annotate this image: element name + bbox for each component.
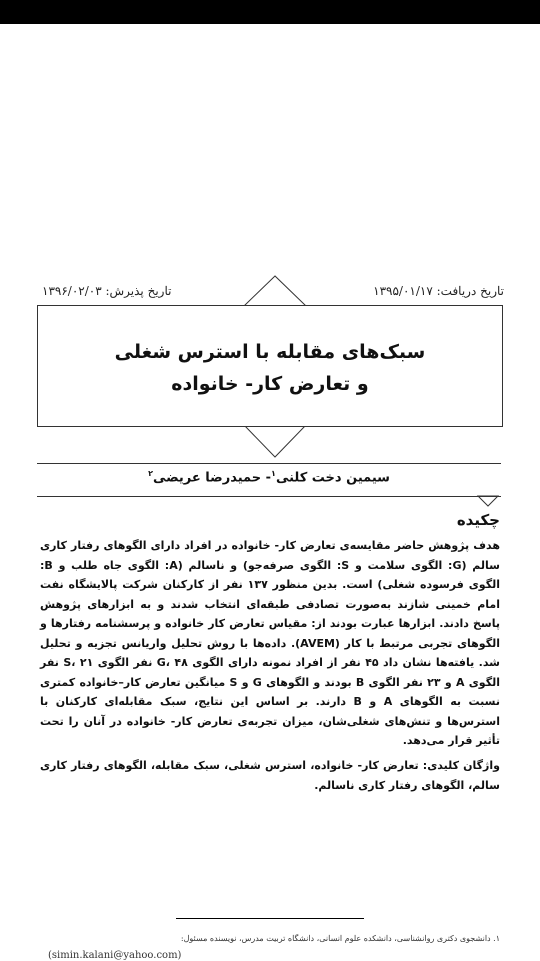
author-1-sup: ۱ (271, 469, 276, 478)
title-box (37, 305, 503, 427)
author-1: سیمین دخت کلنی (275, 470, 390, 486)
footnote-rule (176, 918, 364, 919)
author-2-sup: ۲ (148, 469, 153, 478)
paper-title (38, 336, 502, 400)
bottom-triangle-shape (244, 425, 306, 457)
authors-bottom-rule (37, 496, 501, 497)
author-email: (simin.kalani@yahoo.com) (48, 950, 182, 961)
keywords: واژگان کلیدی: تعارض کار- خانواده، استرس شغلی، سبک مقابله، الگوهای رفتار کاری سالم، الگوهای رفتار کاری ناسالم. (40, 759, 500, 792)
chevron-marker-shape (478, 496, 498, 506)
authors-line (37, 469, 501, 485)
abstract-body: هدف پژوهش حاضر مقایسه‌ی تعارض کار- خانواده در افراد دارای الگوهای رفتار کاری سالم (G: الگوی سلامت و S: الگوی صرفه‌جو) و ناسالم (A: الگوی جاه طلب و B: الگوی فرسوده شغلی) است. بدین منظور ۱۳۷ نفر از کارکنان شرکت پالایشگاه نفت امام خمینی شازند به‌صورت تصادفی طبقه‌ای انتخاب شدند و به ابزارهای پژوهش پاسخ دادند. ابزارها عبارت بودند از: مقیاس تعارض کار خانواده و پرسشنامه رفتارها و الگوهای تجربی مرتبط با کار (AVEM). داده‌ها با روش تحلیل واریانس تجزیه و تحلیل شد. یافته‌ها نشان داد ۴۵ نفر از افراد نمونه دارای الگوی G، ۴۸ نفر الگوی S، ۲۱ نفر الگوی A و ۲۳ نفر الگوی B بودند و الگوهای G و S میانگین تعارض کار–خانواده کمتری نسبت به الگوهای A و B دارند. بر اساس این نتایج، سبک مقابله‌ای کارکنان با استرس‌ها و تنش‌های شغلی‌شان، میزان تجربه‌ی تعارض کار- خانواده در آنان را تحت تأثیر قرار می‌دهد. (40, 539, 501, 747)
abstract-heading: چکیده (456, 511, 500, 529)
author-2: حمیدرضا عریضی (152, 470, 262, 486)
received-date: تاریخ دریافت: ۱۳۹۵/۰۱/۱۷ (373, 284, 504, 298)
title-line-2: و تعارض کار- خانواده (171, 373, 369, 395)
author-separator: - (261, 470, 272, 486)
footnote: ۱. دانشجوی دکتری روانشناسی، دانشکده علوم انسانی، دانشگاه تربیت مدرس، نویسنده مسئول: (180, 934, 500, 943)
authors-top-rule (37, 463, 501, 464)
title-line-1: سبک‌های مقابله با استرس شغلی (114, 341, 426, 363)
top-triangle-shape (244, 276, 306, 306)
accepted-date: تاریخ پذیرش: ۱۳۹۶/۰۲/۰۳ (42, 284, 172, 298)
